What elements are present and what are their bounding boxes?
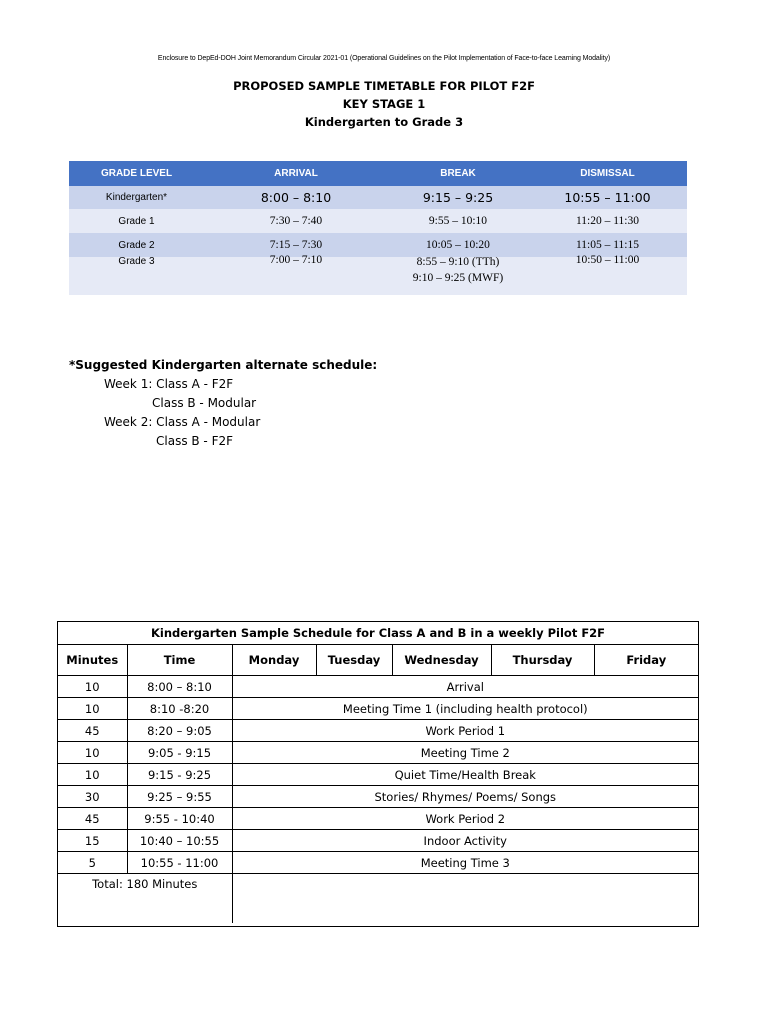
activity-cell: Indoor Activity [232, 830, 698, 852]
arrival-cell: 7:15 – 7:30 [269, 239, 323, 251]
minutes-cell: 15 [58, 830, 127, 852]
col-thursday: Thursday [491, 645, 594, 676]
activity-cell: Work Period 1 [232, 720, 698, 742]
minutes-cell: 10 [58, 698, 127, 720]
header-grade-level: GRADE LEVEL [100, 168, 173, 179]
time-cell: 10:55 - 11:00 [127, 852, 232, 874]
timetable-header [69, 161, 687, 186]
timetable-row [69, 254, 687, 295]
header-dismissal: DISMISSAL [580, 168, 635, 179]
title-line-1: PROPOSED SAMPLE TIMETABLE FOR PILOT F2F [233, 79, 535, 93]
col-wednesday: Wednesday [392, 645, 491, 676]
activity-cell: Meeting Time 2 [232, 742, 698, 764]
activity-cell: Stories/ Rhymes/ Poems/ Songs [232, 786, 698, 808]
note-line: Week 2: Class A - Modular [104, 415, 261, 429]
activity-cell: Meeting Time 3 [232, 852, 698, 874]
minutes-cell: 10 [58, 742, 127, 764]
note-heading: *Suggested Kindergarten alternate schedule: [69, 358, 378, 372]
time-cell: 8:00 – 8:10 [127, 676, 232, 698]
dismissal-cell: 11:20 – 11:30 [575, 215, 640, 227]
dismissal-cell: 10:55 – 11:00 [564, 190, 651, 205]
timetable-row [69, 209, 687, 233]
col-friday: Friday [594, 645, 698, 676]
col-minutes: Minutes [58, 645, 127, 676]
grade-cell: Grade 2 [118, 239, 155, 251]
minutes-cell: 10 [58, 676, 127, 698]
kindergarten-note [69, 356, 377, 451]
header-arrival: ARRIVAL [274, 168, 318, 179]
time-cell: 9:25 – 9:55 [127, 786, 232, 808]
time-cell: 9:05 - 9:15 [127, 742, 232, 764]
break-cell: 9:55 – 10:10 [428, 215, 488, 227]
timetable-row [69, 186, 687, 209]
total-minutes: Total: 180 Minutes [58, 874, 232, 924]
activity-cell: Work Period 2 [232, 808, 698, 830]
note-line: Week 1: Class A - F2F [104, 377, 234, 391]
col-monday: Monday [232, 645, 316, 676]
schedule-title: Kindergarten Sample Schedule for Class A and B in a weekly Pilot F2F [58, 622, 698, 645]
title-line-2: KEY STAGE 1 [342, 97, 426, 111]
enclosure-note: Enclosure to DepEd-DOH Joint Memorandum Circular 2021-01 (Operational Guidelines on the Pilot Implementation of Face-to-face Learning Modality) [157, 55, 611, 62]
col-tuesday: Tuesday [316, 645, 392, 676]
break-cell [388, 254, 528, 286]
time-cell: 8:10 -8:20 [127, 698, 232, 720]
arrival-cell: 8:00 – 8:10 [260, 190, 332, 205]
dismissal-cell: 11:05 – 11:15 [575, 239, 640, 251]
timetable [69, 161, 687, 295]
activity-cell: Arrival [232, 676, 698, 698]
minutes-cell: 45 [58, 720, 127, 742]
minutes-cell: 5 [58, 852, 127, 874]
note-line: Class B - Modular [152, 396, 257, 410]
activity-cell: Meeting Time 1 (including health protocol) [232, 698, 698, 720]
arrival-cell: 7:30 – 7:40 [269, 215, 323, 227]
col-time: Time [127, 645, 232, 676]
note-line: Class B - F2F [156, 434, 234, 448]
arrival-cell: 7:00 – 7:10 [269, 254, 323, 266]
break-cell: 9:15 – 9:25 [422, 190, 494, 205]
kindergarten-schedule [57, 621, 699, 927]
header-break: BREAK [440, 168, 476, 179]
minutes-cell: 45 [58, 808, 127, 830]
dismissal-cell: 10:50 – 11:00 [575, 254, 640, 266]
grade-cell: Grade 3 [118, 256, 155, 267]
page-title [0, 77, 768, 131]
total-empty-cell [232, 874, 698, 924]
grade-cell: Grade 1 [118, 215, 155, 227]
break-cell: 10:05 – 10:20 [426, 239, 490, 251]
grade-cell: Kindergarten* [105, 192, 168, 203]
minutes-cell: 30 [58, 786, 127, 808]
time-cell: 9:15 - 9:25 [127, 764, 232, 786]
minutes-cell: 10 [58, 764, 127, 786]
break-tth: 8:55 – 9:10 (TTh) [416, 256, 500, 268]
title-line-3: Kindergarten to Grade 3 [304, 115, 464, 129]
break-mwf: 9:10 – 9:25 (MWF) [412, 272, 504, 284]
activity-cell: Quiet Time/Health Break [232, 764, 698, 786]
time-cell: 9:55 - 10:40 [127, 808, 232, 830]
time-cell: 8:20 – 9:05 [127, 720, 232, 742]
time-cell: 10:40 – 10:55 [127, 830, 232, 852]
